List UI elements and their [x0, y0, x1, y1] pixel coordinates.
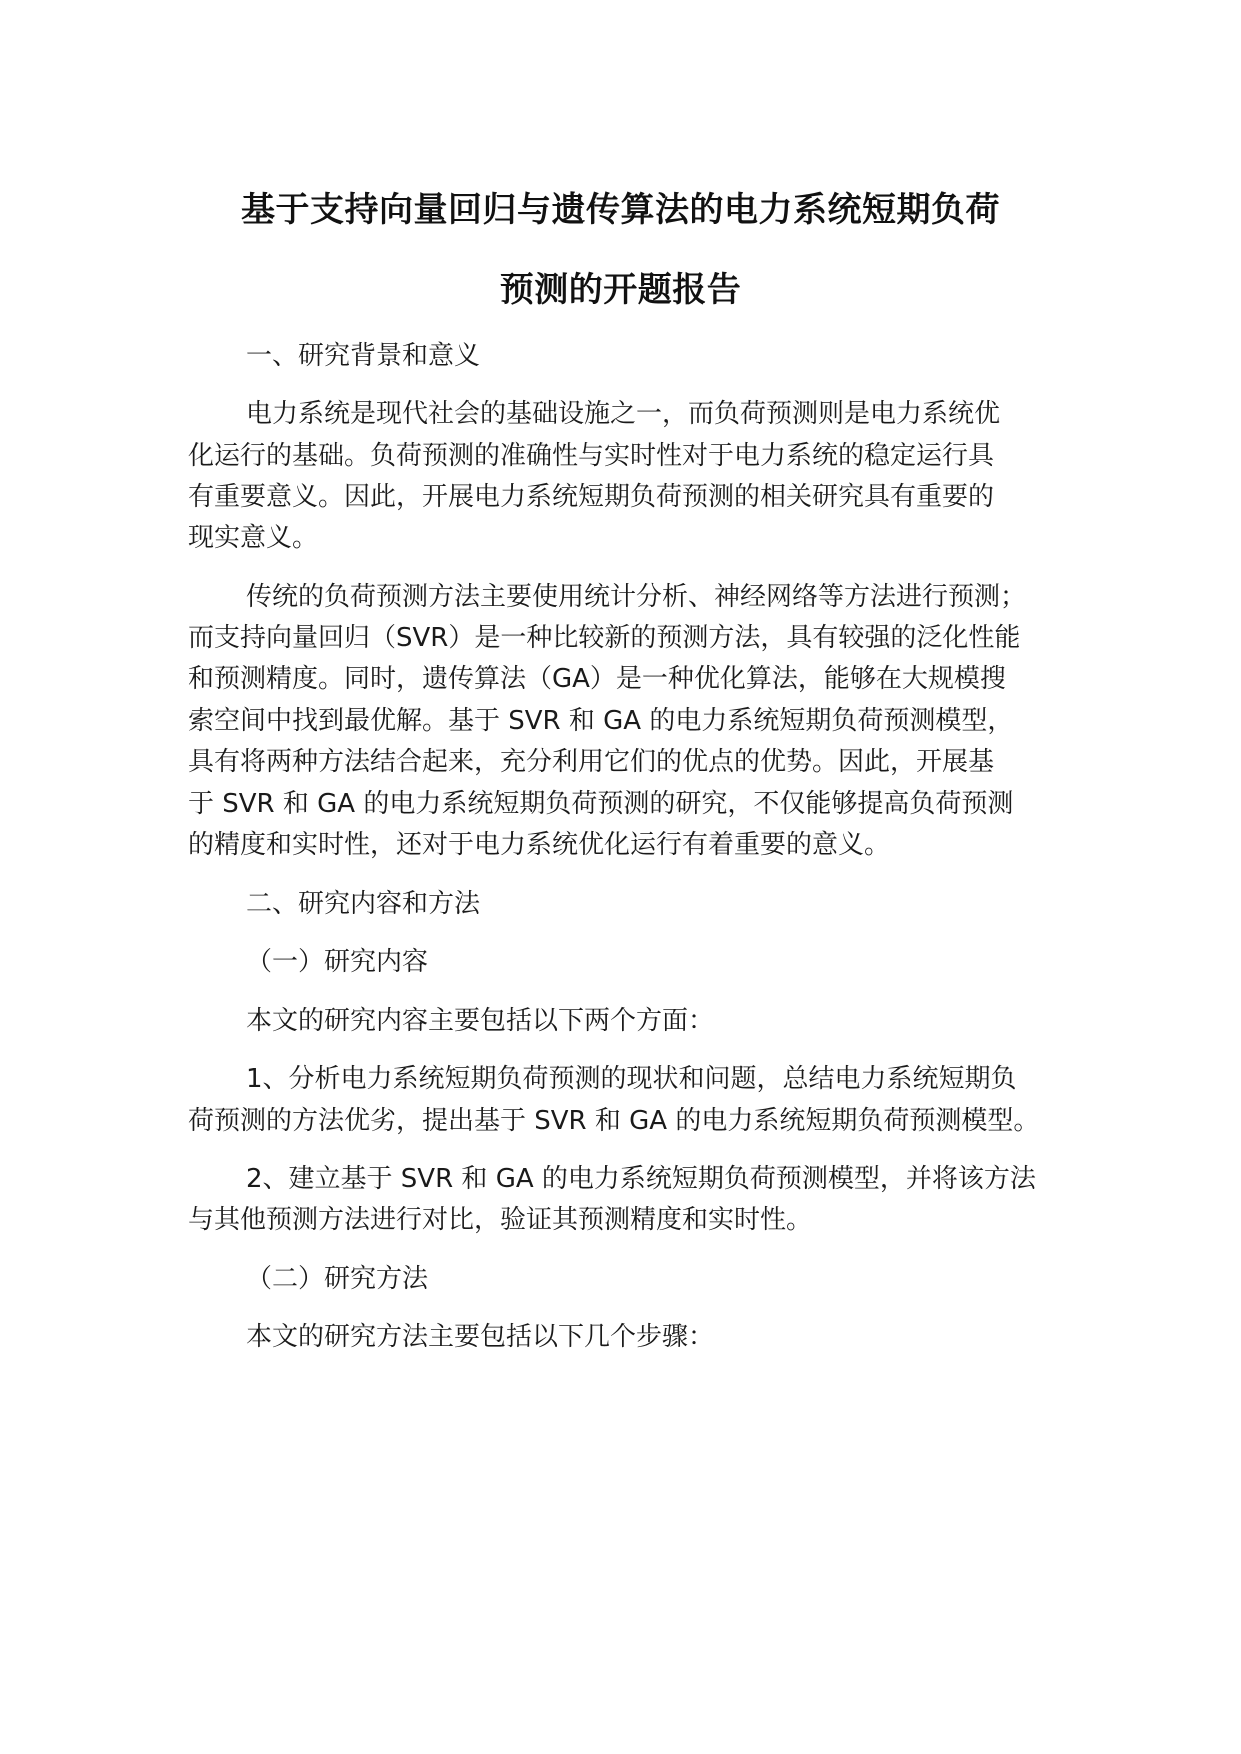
- item-1-line-2: 荷预测的方法优劣，提出基于 SVR 和 GA 的电力系统短期负荷预测模型。: [188, 1106, 1040, 1136]
- paragraph-2-line-1: 传统的负荷预测方法主要使用统计分析、神经网络等方法进行预测；: [246, 582, 1027, 612]
- item-2-line-1: 2、建立基于 SVR 和 GA 的电力系统短期负荷预测模型，并将该方法: [246, 1164, 1036, 1194]
- paragraph-2-line-2: 而支持向量回归（SVR）是一种比较新的预测方法，具有较强的泛化性能: [188, 623, 1021, 653]
- paragraph-2-line-6: 于 SVR 和 GA 的电力系统短期负荷预测的研究，不仅能够提高负荷预测: [188, 789, 1014, 819]
- subsection-1-heading: （一）研究内容: [246, 947, 429, 977]
- paragraph-2-line-3: 和预测精度。同时，遗传算法（GA）是一种优化算法，能够在大规模搜: [188, 664, 1006, 694]
- paragraph-1-line-4: 现实意义。: [188, 523, 319, 553]
- paragraph-2-line-5: 具有将两种方法结合起来，充分利用它们的优点的优势。因此，开展基: [188, 747, 995, 777]
- document-title-line-2: 预测的开题报告: [499, 270, 742, 310]
- paragraph-2-line-4: 索空间中找到最优解。基于 SVR 和 GA 的电力系统短期负荷预测模型，: [188, 706, 1014, 736]
- document-title-line-1: 基于支持向量回归与遗传算法的电力系统短期负荷: [241, 190, 1000, 230]
- item-1-line-1: 1、分析电力系统短期负荷预测的现状和问题，总结电力系统短期负: [246, 1064, 1017, 1094]
- subsection-1-intro: 本文的研究内容主要包括以下两个方面：: [246, 1006, 715, 1036]
- paragraph-1-line-3: 有重要意义。因此，开展电力系统短期负荷预测的相关研究具有重要的: [188, 482, 995, 512]
- item-2-line-2: 与其他预测方法进行对比，验证其预测精度和实时性。: [188, 1205, 813, 1235]
- paragraph-2-line-7: 的精度和实时性，还对于电力系统优化运行有着重要的意义。: [188, 830, 891, 860]
- paragraph-1-line-2: 化运行的基础。负荷预测的准确性与实时性对于电力系统的稳定运行具: [188, 441, 995, 471]
- subsection-2-intro: 本文的研究方法主要包括以下几个步骤：: [246, 1322, 715, 1352]
- paragraph-1-line-1: 电力系统是现代社会的基础设施之一，而负荷预测则是电力系统优: [246, 399, 1001, 429]
- section-2-heading: 二、研究内容和方法: [246, 889, 481, 919]
- subsection-2-heading: （二）研究方法: [246, 1264, 429, 1294]
- section-1-heading: 一、研究背景和意义: [246, 341, 481, 371]
